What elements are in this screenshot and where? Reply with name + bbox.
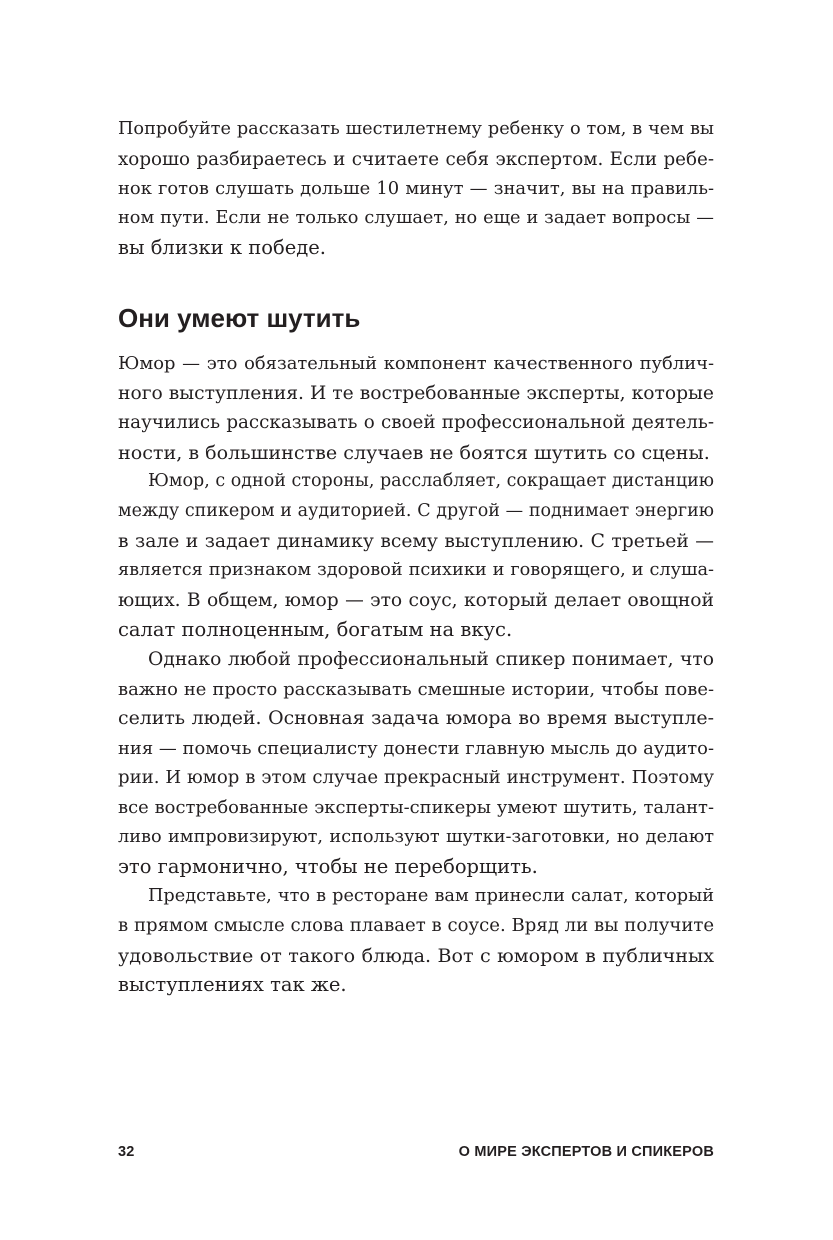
text-line: ния — помочь специалисту донести главную мысль до аудито- (118, 737, 714, 759)
text-line: ливо импровизируют, используют шутки-заготовки, но делают (118, 826, 714, 847)
text-line: рии. И юмор в этом случае прекрасный инструмент. Поэтому (118, 767, 714, 789)
text-line: селить людей. Основная задача юмора во время выступле- (118, 707, 714, 730)
text-line: ющих. В общем, юмор — это соус, который делает овощной (118, 589, 714, 611)
text-line: ности, в большинстве случаев не боятся шутить со сцены. (118, 440, 710, 464)
text-line: Юмор, с одной стороны, расслабляет, сокращает дистанцию (148, 471, 714, 492)
text-line: Юмор — это обязательный компонент качественного публич- (118, 353, 714, 374)
text-line: ного выступления. И те востребованные эксперты, которые (118, 382, 714, 404)
text-line: выступлениях так же. (118, 973, 347, 997)
text-line: Представьте, что в ресторане вам принесли салат, который (148, 885, 714, 906)
text-line: является признаком здоровой психики и говорящего, и слуша- (118, 560, 714, 581)
text-line: важно не просто рассказывать смешные истории, чтобы пове- (118, 678, 714, 700)
text-line: Попробуйте рассказать шестилетнему ребенку о том, в чем вы (118, 119, 714, 139)
text-line: нок готов слушать дольше 10 минут — значит, вы на правиль- (118, 178, 714, 200)
text-line: в прямом смысле слова плавает в соусе. Вряд ли вы получите (118, 915, 715, 937)
text-line: хорошо разбираетесь и считаете себя экспертом. Если ребе- (118, 148, 714, 170)
text-line: научились рассказывать о своей профессиональной деятель- (118, 412, 714, 434)
text-line: вы близки к победе. (118, 236, 326, 260)
text-line: в зале и задает динамику всему выступлению. С третьей — (118, 530, 714, 552)
section-body (118, 349, 714, 1000)
page-number: 32 (118, 1144, 135, 1160)
text-line: удовольствие от такого блюда. Вот с юмором в публичных (118, 943, 714, 967)
section-heading: Они умеют шутить (118, 303, 361, 333)
text-line: Однако любой профессиональный спикер понимает, что (148, 648, 714, 670)
intro-paragraph (118, 115, 714, 263)
text-line: салат полноценным, богатым на вкус. (118, 618, 513, 642)
text-line: это гармонично, чтобы не переборщить. (118, 855, 538, 879)
text-line: между спикером и аудиторией. С другой — поднимает энергию (118, 500, 714, 521)
text-line: все востребованные эксперты-спикеры умеют шутить, талант- (118, 796, 714, 818)
text-line: ном пути. Если не только слушает, но еще и задает вопросы — (118, 207, 714, 228)
running-title: О МИРЕ ЭКСПЕРТОВ И СПИКЕРОВ (458, 1144, 714, 1160)
